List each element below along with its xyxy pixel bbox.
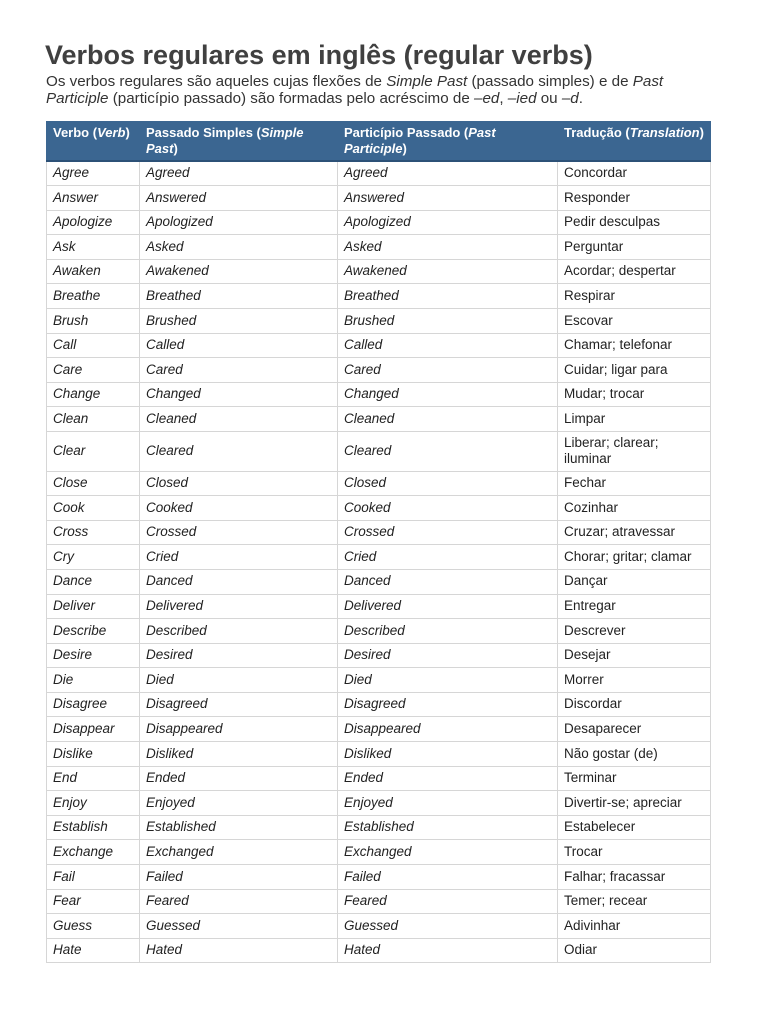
cell-simple-past: Called [140, 333, 338, 358]
cell-translation: Desaparecer [558, 717, 711, 742]
cell-simple-past: Ended [140, 766, 338, 791]
cell-translation: Terminar [558, 766, 711, 791]
cell-past-participle: Answered [338, 186, 558, 211]
cell-verb: Call [47, 333, 140, 358]
cell-translation: Desejar [558, 643, 711, 668]
cell-translation: Perguntar [558, 235, 711, 260]
cell-simple-past: Agreed [140, 161, 338, 186]
table-row [47, 889, 711, 914]
cell-verb: Exchange [47, 840, 140, 865]
table-row [47, 668, 711, 693]
cell-translation: Cozinhar [558, 496, 711, 521]
table-row [47, 791, 711, 816]
table-row [47, 619, 711, 644]
cell-verb: Awaken [47, 259, 140, 284]
cell-past-participle: Changed [338, 382, 558, 407]
cell-past-participle: Cried [338, 545, 558, 570]
cell-verb: Apologize [47, 210, 140, 235]
table-row [47, 382, 711, 407]
table-row [47, 161, 711, 186]
cell-past-participle: Disappeared [338, 717, 558, 742]
cell-verb: Answer [47, 186, 140, 211]
cell-past-participle: Guessed [338, 914, 558, 939]
table-row [47, 210, 711, 235]
cell-past-participle: Breathed [338, 284, 558, 309]
cell-past-participle: Agreed [338, 161, 558, 186]
cell-translation: Divertir-se; apreciar [558, 791, 711, 816]
table-row [47, 594, 711, 619]
table-row [47, 259, 711, 284]
cell-translation: Cuidar; ligar para [558, 358, 711, 383]
cell-simple-past: Apologized [140, 210, 338, 235]
cell-past-participle: Cleared [338, 432, 558, 472]
cell-translation: Discordar [558, 692, 711, 717]
page-title: Verbos regulares em inglês (regular verbs) [45, 40, 593, 70]
cell-simple-past: Exchanged [140, 840, 338, 865]
cell-translation: Adivinhar [558, 914, 711, 939]
cell-simple-past: Disappeared [140, 717, 338, 742]
cell-past-participle: Disliked [338, 742, 558, 767]
cell-past-participle: Enjoyed [338, 791, 558, 816]
cell-translation: Entregar [558, 594, 711, 619]
intro-term-simple-past: Simple Past [386, 73, 468, 90]
table-row [47, 471, 711, 496]
intro-text: , [499, 90, 508, 107]
intro-suffix-ed: –ed [474, 90, 500, 107]
cell-translation: Temer; recear [558, 889, 711, 914]
cell-past-participle: Cooked [338, 496, 558, 521]
cell-translation: Não gostar (de) [558, 742, 711, 767]
cell-past-participle: Closed [338, 471, 558, 496]
cell-translation: Limpar [558, 407, 711, 432]
intro-text: . [578, 90, 583, 107]
cell-verb: Dance [47, 569, 140, 594]
intro-suffix-d: –d [561, 90, 579, 107]
table-row [47, 938, 711, 963]
cell-simple-past: Desired [140, 643, 338, 668]
cell-simple-past: Disliked [140, 742, 338, 767]
table-row [47, 840, 711, 865]
table-row [47, 643, 711, 668]
cell-verb: Describe [47, 619, 140, 644]
cell-simple-past: Described [140, 619, 338, 644]
cell-verb: Agree [47, 161, 140, 186]
cell-translation: Dançar [558, 569, 711, 594]
cell-past-participle: Cared [338, 358, 558, 383]
cell-past-participle: Danced [338, 569, 558, 594]
intro-term-past-participle: Past Participle [46, 73, 664, 107]
cell-simple-past: Cried [140, 545, 338, 570]
intro-suffix-ied: –ied [507, 90, 537, 107]
intro-text: Os verbos regulares são aqueles cujas flexões de [46, 73, 387, 90]
cell-verb: Brush [47, 309, 140, 334]
cell-past-participle: Crossed [338, 520, 558, 545]
table-row [47, 235, 711, 260]
cell-simple-past: Closed [140, 471, 338, 496]
cell-simple-past: Enjoyed [140, 791, 338, 816]
cell-verb: Care [47, 358, 140, 383]
cell-simple-past: Feared [140, 889, 338, 914]
cell-translation: Concordar [558, 161, 711, 186]
table-row [47, 432, 711, 472]
table-row [47, 309, 711, 334]
cell-verb: Fail [47, 865, 140, 890]
cell-simple-past: Hated [140, 938, 338, 963]
cell-verb: Deliver [47, 594, 140, 619]
table-row [47, 496, 711, 521]
cell-translation: Liberar; clarear; iluminar [558, 432, 711, 472]
header-translation: Tradução (Translation) [558, 122, 711, 162]
cell-verb: Clean [47, 407, 140, 432]
table-header-row [47, 122, 711, 162]
cell-past-participle: Failed [338, 865, 558, 890]
table-row [47, 815, 711, 840]
cell-translation: Trocar [558, 840, 711, 865]
cell-past-participle: Desired [338, 643, 558, 668]
cell-past-participle: Disagreed [338, 692, 558, 717]
intro-text: (particípio passado) são formadas pelo acréscimo de [108, 90, 474, 107]
intro-text: ou [536, 90, 562, 107]
cell-past-participle: Delivered [338, 594, 558, 619]
table-row [47, 520, 711, 545]
cell-verb: Cook [47, 496, 140, 521]
intro-text: (passado simples) e de [467, 73, 633, 90]
cell-verb: Enjoy [47, 791, 140, 816]
cell-simple-past: Delivered [140, 594, 338, 619]
cell-translation: Responder [558, 186, 711, 211]
cell-verb: Ask [47, 235, 140, 260]
cell-simple-past: Guessed [140, 914, 338, 939]
cell-past-participle: Established [338, 815, 558, 840]
cell-translation: Odiar [558, 938, 711, 963]
table-row [47, 865, 711, 890]
cell-verb: Dislike [47, 742, 140, 767]
cell-translation: Respirar [558, 284, 711, 309]
table-row [47, 742, 711, 767]
cell-translation: Fechar [558, 471, 711, 496]
cell-past-participle: Asked [338, 235, 558, 260]
cell-simple-past: Breathed [140, 284, 338, 309]
cell-simple-past: Cleared [140, 432, 338, 472]
cell-simple-past: Failed [140, 865, 338, 890]
cell-verb: Clear [47, 432, 140, 472]
table-row [47, 545, 711, 570]
cell-translation: Morrer [558, 668, 711, 693]
cell-verb: Disagree [47, 692, 140, 717]
cell-simple-past: Changed [140, 382, 338, 407]
cell-simple-past: Disagreed [140, 692, 338, 717]
cell-translation: Mudar; trocar [558, 382, 711, 407]
cell-past-participle: Exchanged [338, 840, 558, 865]
table-row [47, 692, 711, 717]
cell-verb: End [47, 766, 140, 791]
cell-translation: Descrever [558, 619, 711, 644]
cell-verb: Breathe [47, 284, 140, 309]
cell-translation: Escovar [558, 309, 711, 334]
table-body [47, 161, 711, 963]
table-row [47, 717, 711, 742]
header-verb: Verbo (Verb) [47, 122, 140, 162]
cell-simple-past: Crossed [140, 520, 338, 545]
table-row [47, 333, 711, 358]
cell-verb: Guess [47, 914, 140, 939]
cell-verb: Change [47, 382, 140, 407]
cell-past-participle: Called [338, 333, 558, 358]
cell-translation: Chorar; gritar; clamar [558, 545, 711, 570]
table-row [47, 358, 711, 383]
verbs-table [46, 121, 711, 963]
cell-simple-past: Cooked [140, 496, 338, 521]
cell-simple-past: Awakened [140, 259, 338, 284]
cell-past-participle: Ended [338, 766, 558, 791]
cell-verb: Cry [47, 545, 140, 570]
header-simple-past: Passado Simples (Simple Past) [140, 122, 338, 162]
cell-translation: Pedir desculpas [558, 210, 711, 235]
cell-translation: Chamar; telefonar [558, 333, 711, 358]
table-row [47, 186, 711, 211]
cell-verb: Fear [47, 889, 140, 914]
cell-simple-past: Established [140, 815, 338, 840]
cell-past-participle: Brushed [338, 309, 558, 334]
cell-past-participle: Described [338, 619, 558, 644]
cell-past-participle: Hated [338, 938, 558, 963]
cell-verb: Close [47, 471, 140, 496]
cell-past-participle: Died [338, 668, 558, 693]
cell-past-participle: Cleaned [338, 407, 558, 432]
intro-paragraph [46, 73, 726, 107]
table-row [47, 914, 711, 939]
table-row [47, 569, 711, 594]
cell-simple-past: Cared [140, 358, 338, 383]
table-row [47, 766, 711, 791]
cell-translation: Falhar; fracassar [558, 865, 711, 890]
cell-translation: Acordar; despertar [558, 259, 711, 284]
cell-past-participle: Feared [338, 889, 558, 914]
cell-simple-past: Cleaned [140, 407, 338, 432]
cell-verb: Desire [47, 643, 140, 668]
cell-simple-past: Answered [140, 186, 338, 211]
cell-simple-past: Asked [140, 235, 338, 260]
table-row [47, 284, 711, 309]
cell-translation: Cruzar; atravessar [558, 520, 711, 545]
cell-translation: Estabelecer [558, 815, 711, 840]
cell-simple-past: Brushed [140, 309, 338, 334]
header-past-participle: Particípio Passado (Past Participle) [338, 122, 558, 162]
cell-simple-past: Died [140, 668, 338, 693]
table-row [47, 407, 711, 432]
cell-verb: Hate [47, 938, 140, 963]
cell-verb: Establish [47, 815, 140, 840]
cell-past-participle: Awakened [338, 259, 558, 284]
cell-past-participle: Apologized [338, 210, 558, 235]
cell-simple-past: Danced [140, 569, 338, 594]
cell-verb: Cross [47, 520, 140, 545]
cell-verb: Disappear [47, 717, 140, 742]
cell-verb: Die [47, 668, 140, 693]
